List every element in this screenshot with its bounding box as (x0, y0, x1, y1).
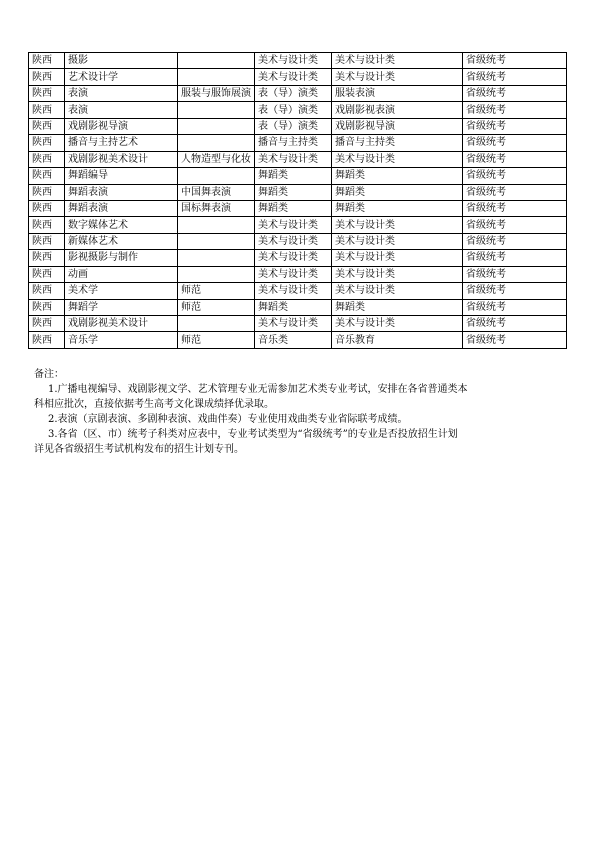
subcategory-cell: 美术与设计类 (332, 266, 463, 282)
table-row (29, 217, 567, 233)
exam-level-cell: 省级统考 (463, 135, 567, 151)
table-row (29, 200, 567, 216)
province-cell: 陕西 (29, 168, 65, 184)
table-row (29, 332, 567, 348)
province-cell: 陕西 (29, 217, 65, 233)
province-cell: 陕西 (29, 151, 65, 167)
note-1: 1.广播电视编导、戏剧影视文学、艺术管理专业无需参加艺术类专业考试，安排在各省普通类本 (48, 384, 468, 395)
direction-cell (178, 53, 255, 69)
exam-type-cell: 美术与设计类 (255, 69, 332, 85)
admissions-table (28, 52, 567, 349)
exam-type-cell: 音乐类 (255, 332, 332, 348)
province-cell: 陕西 (29, 135, 65, 151)
major-cell: 音乐学 (65, 332, 178, 348)
subcategory-cell: 舞蹈类 (332, 200, 463, 216)
exam-type-cell: 美术与设计类 (255, 53, 332, 69)
subcategory-cell: 美术与设计类 (332, 53, 463, 69)
exam-level-cell: 省级统考 (463, 184, 567, 200)
exam-type-cell: 美术与设计类 (255, 233, 332, 249)
direction-cell: 师范 (178, 283, 255, 299)
major-cell: 艺术设计学 (65, 69, 178, 85)
province-cell: 陕西 (29, 53, 65, 69)
exam-type-cell: 舞蹈类 (255, 184, 332, 200)
table-row (29, 69, 567, 85)
exam-level-cell: 省级统考 (463, 151, 567, 167)
province-cell: 陕西 (29, 299, 65, 315)
direction-cell: 师范 (178, 299, 255, 315)
exam-type-cell: 美术与设计类 (255, 151, 332, 167)
direction-cell (178, 168, 255, 184)
notes-heading: 备注： (34, 369, 64, 380)
table-row (29, 53, 567, 69)
table-row (29, 118, 567, 134)
major-cell: 舞蹈学 (65, 299, 178, 315)
subcategory-cell: 美术与设计类 (332, 233, 463, 249)
subcategory-cell: 舞蹈类 (332, 299, 463, 315)
major-cell: 戏剧影视美术设计 (65, 151, 178, 167)
exam-type-cell: 舞蹈类 (255, 200, 332, 216)
table-row (29, 316, 567, 332)
province-cell: 陕西 (29, 266, 65, 282)
major-cell: 新媒体艺术 (65, 233, 178, 249)
major-cell: 动画 (65, 266, 178, 282)
province-cell: 陕西 (29, 85, 65, 101)
exam-type-cell: 播音与主持类 (255, 135, 332, 151)
table-row (29, 151, 567, 167)
table-row (29, 266, 567, 282)
subcategory-cell: 戏剧影视表演 (332, 102, 463, 118)
province-cell: 陕西 (29, 250, 65, 266)
major-cell: 表演 (65, 102, 178, 118)
direction-cell (178, 217, 255, 233)
exam-level-cell: 省级统考 (463, 102, 567, 118)
subcategory-cell: 美术与设计类 (332, 69, 463, 85)
exam-type-cell: 表（导）演类 (255, 85, 332, 101)
exam-level-cell: 省级统考 (463, 283, 567, 299)
major-cell: 舞蹈编导 (65, 168, 178, 184)
major-cell: 美术学 (65, 283, 178, 299)
exam-type-cell: 美术与设计类 (255, 250, 332, 266)
subcategory-cell: 美术与设计类 (332, 250, 463, 266)
direction-cell (178, 69, 255, 85)
province-cell: 陕西 (29, 118, 65, 134)
major-cell: 戏剧影视美术设计 (65, 316, 178, 332)
exam-type-cell: 舞蹈类 (255, 299, 332, 315)
exam-level-cell: 省级统考 (463, 168, 567, 184)
province-cell: 陕西 (29, 102, 65, 118)
province-cell: 陕西 (29, 332, 65, 348)
exam-level-cell: 省级统考 (463, 200, 567, 216)
exam-level-cell: 省级统考 (463, 316, 567, 332)
table-row (29, 135, 567, 151)
table-row (29, 250, 567, 266)
exam-type-cell: 美术与设计类 (255, 217, 332, 233)
table-row (29, 168, 567, 184)
direction-cell: 国标舞表演 (178, 200, 255, 216)
exam-type-cell: 表（导）演类 (255, 118, 332, 134)
subcategory-cell: 美术与设计类 (332, 316, 463, 332)
direction-cell (178, 250, 255, 266)
note-3-continued: 详见各省级招生考试机构发布的招生计划专刊。 (34, 444, 244, 455)
exam-type-cell: 表（导）演类 (255, 102, 332, 118)
province-cell: 陕西 (29, 184, 65, 200)
province-cell: 陕西 (29, 316, 65, 332)
note-1-continued: 科相应批次，直接依据考生高考文化课成绩择优录取。 (34, 399, 274, 410)
table-body (29, 53, 567, 349)
major-cell: 数字媒体艺术 (65, 217, 178, 233)
subcategory-cell: 舞蹈类 (332, 184, 463, 200)
exam-level-cell: 省级统考 (463, 299, 567, 315)
exam-level-cell: 省级统考 (463, 266, 567, 282)
exam-level-cell: 省级统考 (463, 332, 567, 348)
exam-type-cell: 美术与设计类 (255, 316, 332, 332)
province-cell: 陕西 (29, 69, 65, 85)
exam-level-cell: 省级统考 (463, 217, 567, 233)
major-cell: 舞蹈表演 (65, 200, 178, 216)
province-cell: 陕西 (29, 200, 65, 216)
direction-cell: 服装与服饰展演 (178, 85, 255, 101)
note-2: 2.表演（京剧表演、多剧种表演、戏曲伴奏）专业使用戏曲类专业省际联考成绩。 (48, 414, 408, 425)
province-cell: 陕西 (29, 283, 65, 299)
direction-cell (178, 118, 255, 134)
note-3: 3.各省（区、市）统考子科类对应表中，专业考试类型为“省级统考”的专业是否投放招生计划 (48, 429, 458, 440)
table-row (29, 299, 567, 315)
major-cell: 舞蹈表演 (65, 184, 178, 200)
subcategory-cell: 美术与设计类 (332, 217, 463, 233)
table-row (29, 102, 567, 118)
notes-section (34, 367, 564, 457)
table-row (29, 233, 567, 249)
exam-level-cell: 省级统考 (463, 233, 567, 249)
province-cell: 陕西 (29, 233, 65, 249)
subcategory-cell: 音乐教育 (332, 332, 463, 348)
subcategory-cell: 播音与主持类 (332, 135, 463, 151)
exam-level-cell: 省级统考 (463, 118, 567, 134)
exam-type-cell: 舞蹈类 (255, 168, 332, 184)
direction-cell: 人物造型与化妆 (178, 151, 255, 167)
direction-cell (178, 266, 255, 282)
direction-cell: 中国舞表演 (178, 184, 255, 200)
table-row (29, 283, 567, 299)
direction-cell (178, 316, 255, 332)
exam-level-cell: 省级统考 (463, 250, 567, 266)
major-cell: 摄影 (65, 53, 178, 69)
table-row (29, 85, 567, 101)
subcategory-cell: 美术与设计类 (332, 283, 463, 299)
major-cell: 表演 (65, 85, 178, 101)
direction-cell (178, 102, 255, 118)
major-cell: 播音与主持艺术 (65, 135, 178, 151)
subcategory-cell: 美术与设计类 (332, 151, 463, 167)
exam-level-cell: 省级统考 (463, 85, 567, 101)
exam-level-cell: 省级统考 (463, 53, 567, 69)
exam-level-cell: 省级统考 (463, 69, 567, 85)
direction-cell (178, 233, 255, 249)
exam-type-cell: 美术与设计类 (255, 266, 332, 282)
table-row (29, 184, 567, 200)
subcategory-cell: 戏剧影视导演 (332, 118, 463, 134)
direction-cell (178, 135, 255, 151)
major-cell: 戏剧影视导演 (65, 118, 178, 134)
exam-type-cell: 美术与设计类 (255, 283, 332, 299)
subcategory-cell: 服装表演 (332, 85, 463, 101)
direction-cell: 师范 (178, 332, 255, 348)
subcategory-cell: 舞蹈类 (332, 168, 463, 184)
major-cell: 影视摄影与制作 (65, 250, 178, 266)
